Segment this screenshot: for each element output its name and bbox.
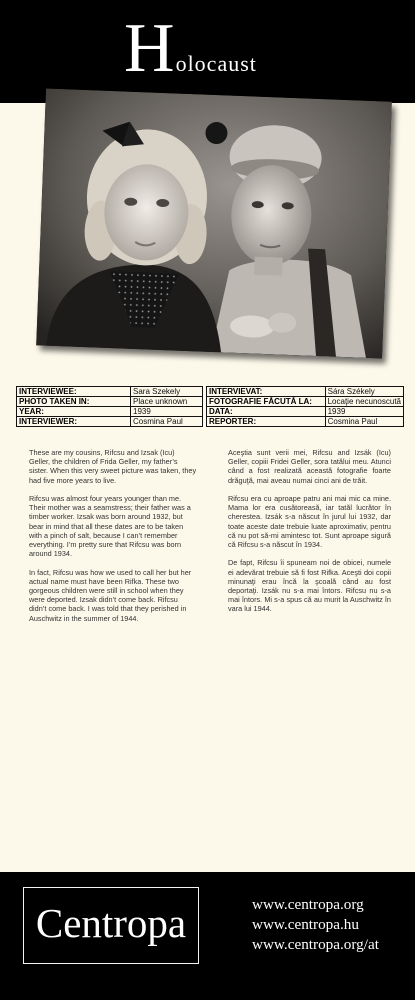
footer-links [252, 895, 402, 955]
info-label: FOTOGRAFIE FĂCUTĂ LA: [207, 397, 326, 407]
title-initial: H [124, 10, 175, 87]
logo-text: Centropa [35, 900, 187, 946]
story-paragraph: These are my cousins, Rifcsu and Izsak (Icu) Geller, the children of Frida Geller, my father’s sister. When this very sweet picture was taken, they had five more years to live. [29, 448, 197, 485]
info-table-english [16, 386, 203, 427]
info-value: Sára Székely [325, 387, 403, 397]
info-label: REPORTER: [207, 417, 326, 427]
info-row [17, 387, 203, 397]
info-label: INTERVIEWEE: [17, 387, 131, 397]
info-value: Cosmina Paul [131, 417, 203, 427]
link-centropa-hu[interactable]: www.centropa.hu [252, 916, 359, 933]
historic-photo [36, 88, 392, 358]
info-value: 1939 [325, 407, 403, 417]
info-row [207, 407, 404, 417]
info-row [17, 397, 203, 407]
info-label: INTERVIEVAT: [207, 387, 326, 397]
centropa-logo [23, 887, 199, 964]
info-value: Locaţie necunoscută [325, 397, 403, 407]
story-paragraph: De fapt, Rifcsu îi spuneam noi de obicei, numele ei adevărat trebuie să fi fost Rifka. Aceşti doi copii minunaţi erau încă la şcoală când au fost deportaţi. Izsák nu s-a mai întors. Rifcsu nu s-a mai întors. Mi s-a spus că au murit la Auschwitz în vara lui 1944. [228, 558, 391, 614]
info-row [17, 417, 203, 427]
page-title [124, 10, 257, 87]
info-label: DATA: [207, 407, 326, 417]
info-table-romanian [206, 386, 404, 427]
story-paragraph: Rifcsu era cu aproape patru ani mai mic ca mine. Mama lor era cusătoreasă, iar tatăl lucrător în cherestea. Izsák s-a născut în jurul lui 1932, dar toate aceste date trebuie luate aproximativ, pentru că nu pot să-mi amintesc tot. Sunt aproape sigură că Rifcsu s-a născut în 1934. [228, 494, 391, 550]
link-centropa-org-at[interactable]: www.centropa.org/at [252, 936, 379, 953]
info-label: PHOTO TAKEN IN: [17, 397, 131, 407]
story-paragraph: In fact, Rifcsu was how we used to call her but her actual name must have been Rifka. These two gorgeous children were still in school when they were deported. Izsak didn’t come back. Rifcsu didn’t come back. I was told that they perished in Auschwitz in the summer of 1944. [29, 567, 192, 623]
story-english [29, 448, 197, 632]
story-paragraph: Rifcsu was almost four years younger than me. Their mother was a seamstress; their father was a timber worker. Izsak was born around 1932, but bear in mind that all these dates are to be taken with a pinch of salt, because I can’t remember everything. I’m pretty sure that Rifcsu was born around 1934. [29, 494, 191, 559]
title-rest: olocaust [175, 51, 257, 76]
info-row [207, 387, 404, 397]
info-row [207, 417, 404, 427]
info-label: YEAR: [17, 407, 131, 417]
info-value: 1939 [131, 407, 203, 417]
story-paragraph: Aceştia sunt verii mei, Rifcsu and Izsák (Icu) Geller, copiii Fridei Geller, sora tatălui meu. Atunci când a fost realizată această fotografie foarte drăguţă, mai aveau numai cinci ani de trăit. [228, 448, 391, 485]
photo-of-two-children-icon [36, 88, 392, 358]
info-row [17, 407, 203, 417]
link-centropa-org[interactable]: www.centropa.org [252, 896, 364, 913]
info-row [207, 397, 404, 407]
story-romanian [228, 448, 391, 623]
info-value: Sara Szekely [131, 387, 203, 397]
footer-bar [0, 872, 415, 1000]
info-value: Place unknown [131, 397, 203, 407]
info-value: Cosmina Paul [325, 417, 403, 427]
header-bar [0, 0, 415, 103]
info-label: INTERVIEWER: [17, 417, 131, 427]
